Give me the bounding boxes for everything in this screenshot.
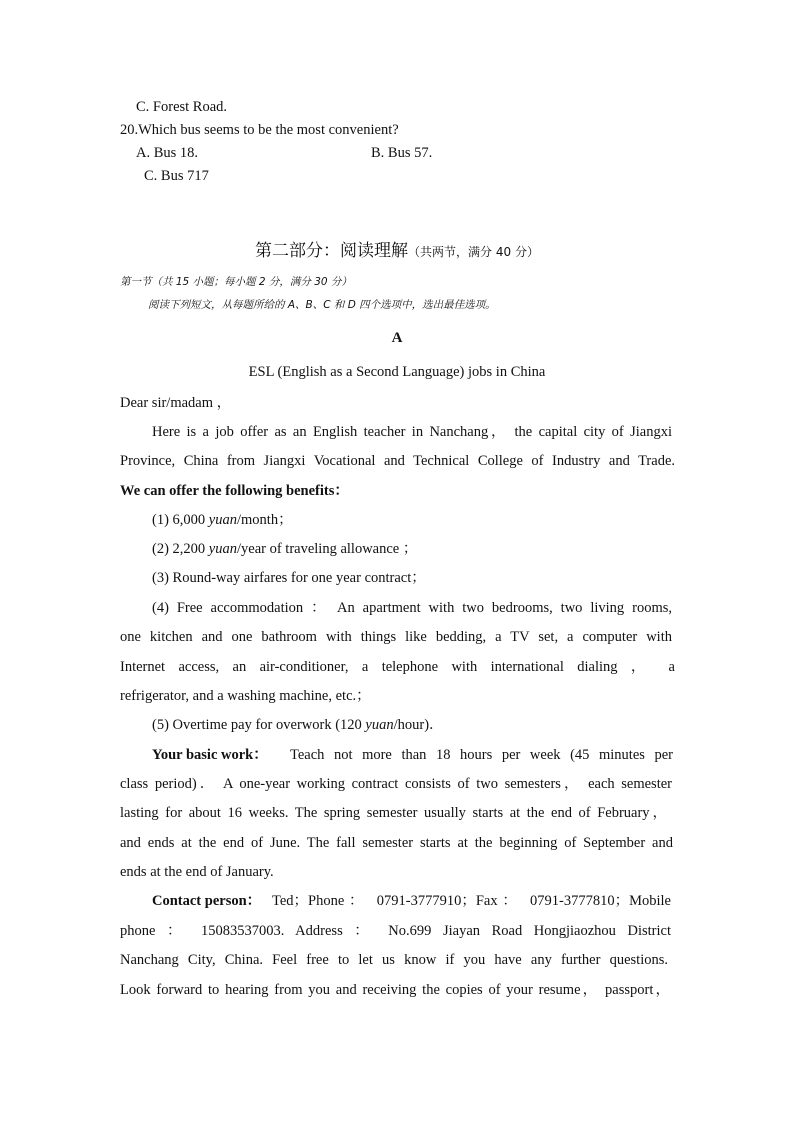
part2-title [0, 240, 794, 263]
benefits-heading: We can offer the following benefits： [120, 483, 349, 499]
passage-letter: A [391, 330, 403, 346]
contact-heading: Contact person： [152, 893, 262, 909]
benefit-4-line-2: one kitchen and one bathroom with things like bedding, a TV set, a computer with [120, 629, 672, 645]
q20-option-a: A. Bus 18. [136, 145, 199, 161]
benefit-1-period: /month； [236, 512, 293, 528]
benefit-4-line-1: (4) Free accommodation ： An apartment with two bedrooms, two living rooms, [152, 600, 672, 616]
intro-line-2: Province, China from Jiangxi Vocational and Technical College of Industry and Trade. [120, 453, 675, 469]
benefit-5-amount: (5) Overtime pay for overwork (120 [152, 717, 366, 733]
work-line-5: ends at the end of January. [120, 864, 274, 880]
contact-line-4: Look forward to hearing from you and receiving the copies of your resume， passport， [120, 982, 670, 998]
q19-option-c: C. Forest Road. [136, 99, 228, 115]
benefit-5-period: /hour)． [393, 717, 444, 733]
section1-heading: 第一节（共 15 小题；每小题 2 分，满分 30 分） [120, 276, 352, 288]
benefit-2 [152, 539, 417, 559]
q20-option-c: C. Bus 717 [144, 168, 209, 184]
benefit-2-period: /year of traveling allowance ； [236, 541, 418, 557]
benefit-2-amount: (2) 2,200 [152, 541, 209, 557]
benefit-5-unit: yuan [365, 717, 394, 733]
passage-title: ESL (English as a Second Language) jobs in China [248, 364, 546, 380]
salutation: Dear sir/madam ， [120, 395, 232, 411]
work-heading: Your basic work： [152, 747, 268, 763]
benefit-4-line-3: Internet access, an air-conditioner, a telephone with international dialing ， a [120, 659, 675, 675]
benefit-4-line-4: refrigerator, and a washing machine, etc.； [120, 688, 371, 704]
contact-line-2: phone ： 15083537003. Address ： No.699 Jiayan Road Hongjiaozhou District [120, 923, 671, 939]
benefit-1-unit: yuan [208, 512, 237, 528]
q20-question: 20.Which bus seems to be the most convenient? [120, 122, 399, 138]
contact-line-3: Nanchang City, China. Feel free to let us know if you have any further questions. [120, 952, 668, 968]
contact-line-1: Ted；Phone： 0791-3777910；Fax： 0791-3777810；Mobile [272, 893, 671, 909]
benefit-3: (3) Round-way airfares for one year contract； [152, 570, 426, 586]
work-line-4: and ends at the end of June. The fall semester starts at the beginning of September and [120, 835, 673, 851]
intro-line-1: Here is a job offer as an English teacher in Nanchang， the capital city of Jiangxi [152, 424, 672, 440]
benefit-1 [152, 510, 293, 530]
work-line-1: Teach not more than 18 hours per week (45 minutes per [290, 747, 673, 763]
work-line-2: class period)． A one-year working contract consists of two semesters， each semester [120, 776, 672, 792]
benefit-1-amount: (1) 6,000 [152, 512, 209, 528]
part2-title-main: 第二部分：阅读理解 [255, 241, 409, 261]
benefit-5 [152, 715, 444, 735]
work-line-3: lasting for about 16 weeks. The spring semester usually starts at the end of February， [120, 805, 667, 821]
part2-title-note: （共两节，满分 40 分） [408, 245, 539, 259]
section1-instruction: 阅读下列短文，从每题所给的 A、B、C 和 D 四个选项中，选出最佳选项。 [148, 299, 496, 311]
q20-option-b: B. Bus 57. [371, 145, 433, 161]
benefit-2-unit: yuan [208, 541, 237, 557]
